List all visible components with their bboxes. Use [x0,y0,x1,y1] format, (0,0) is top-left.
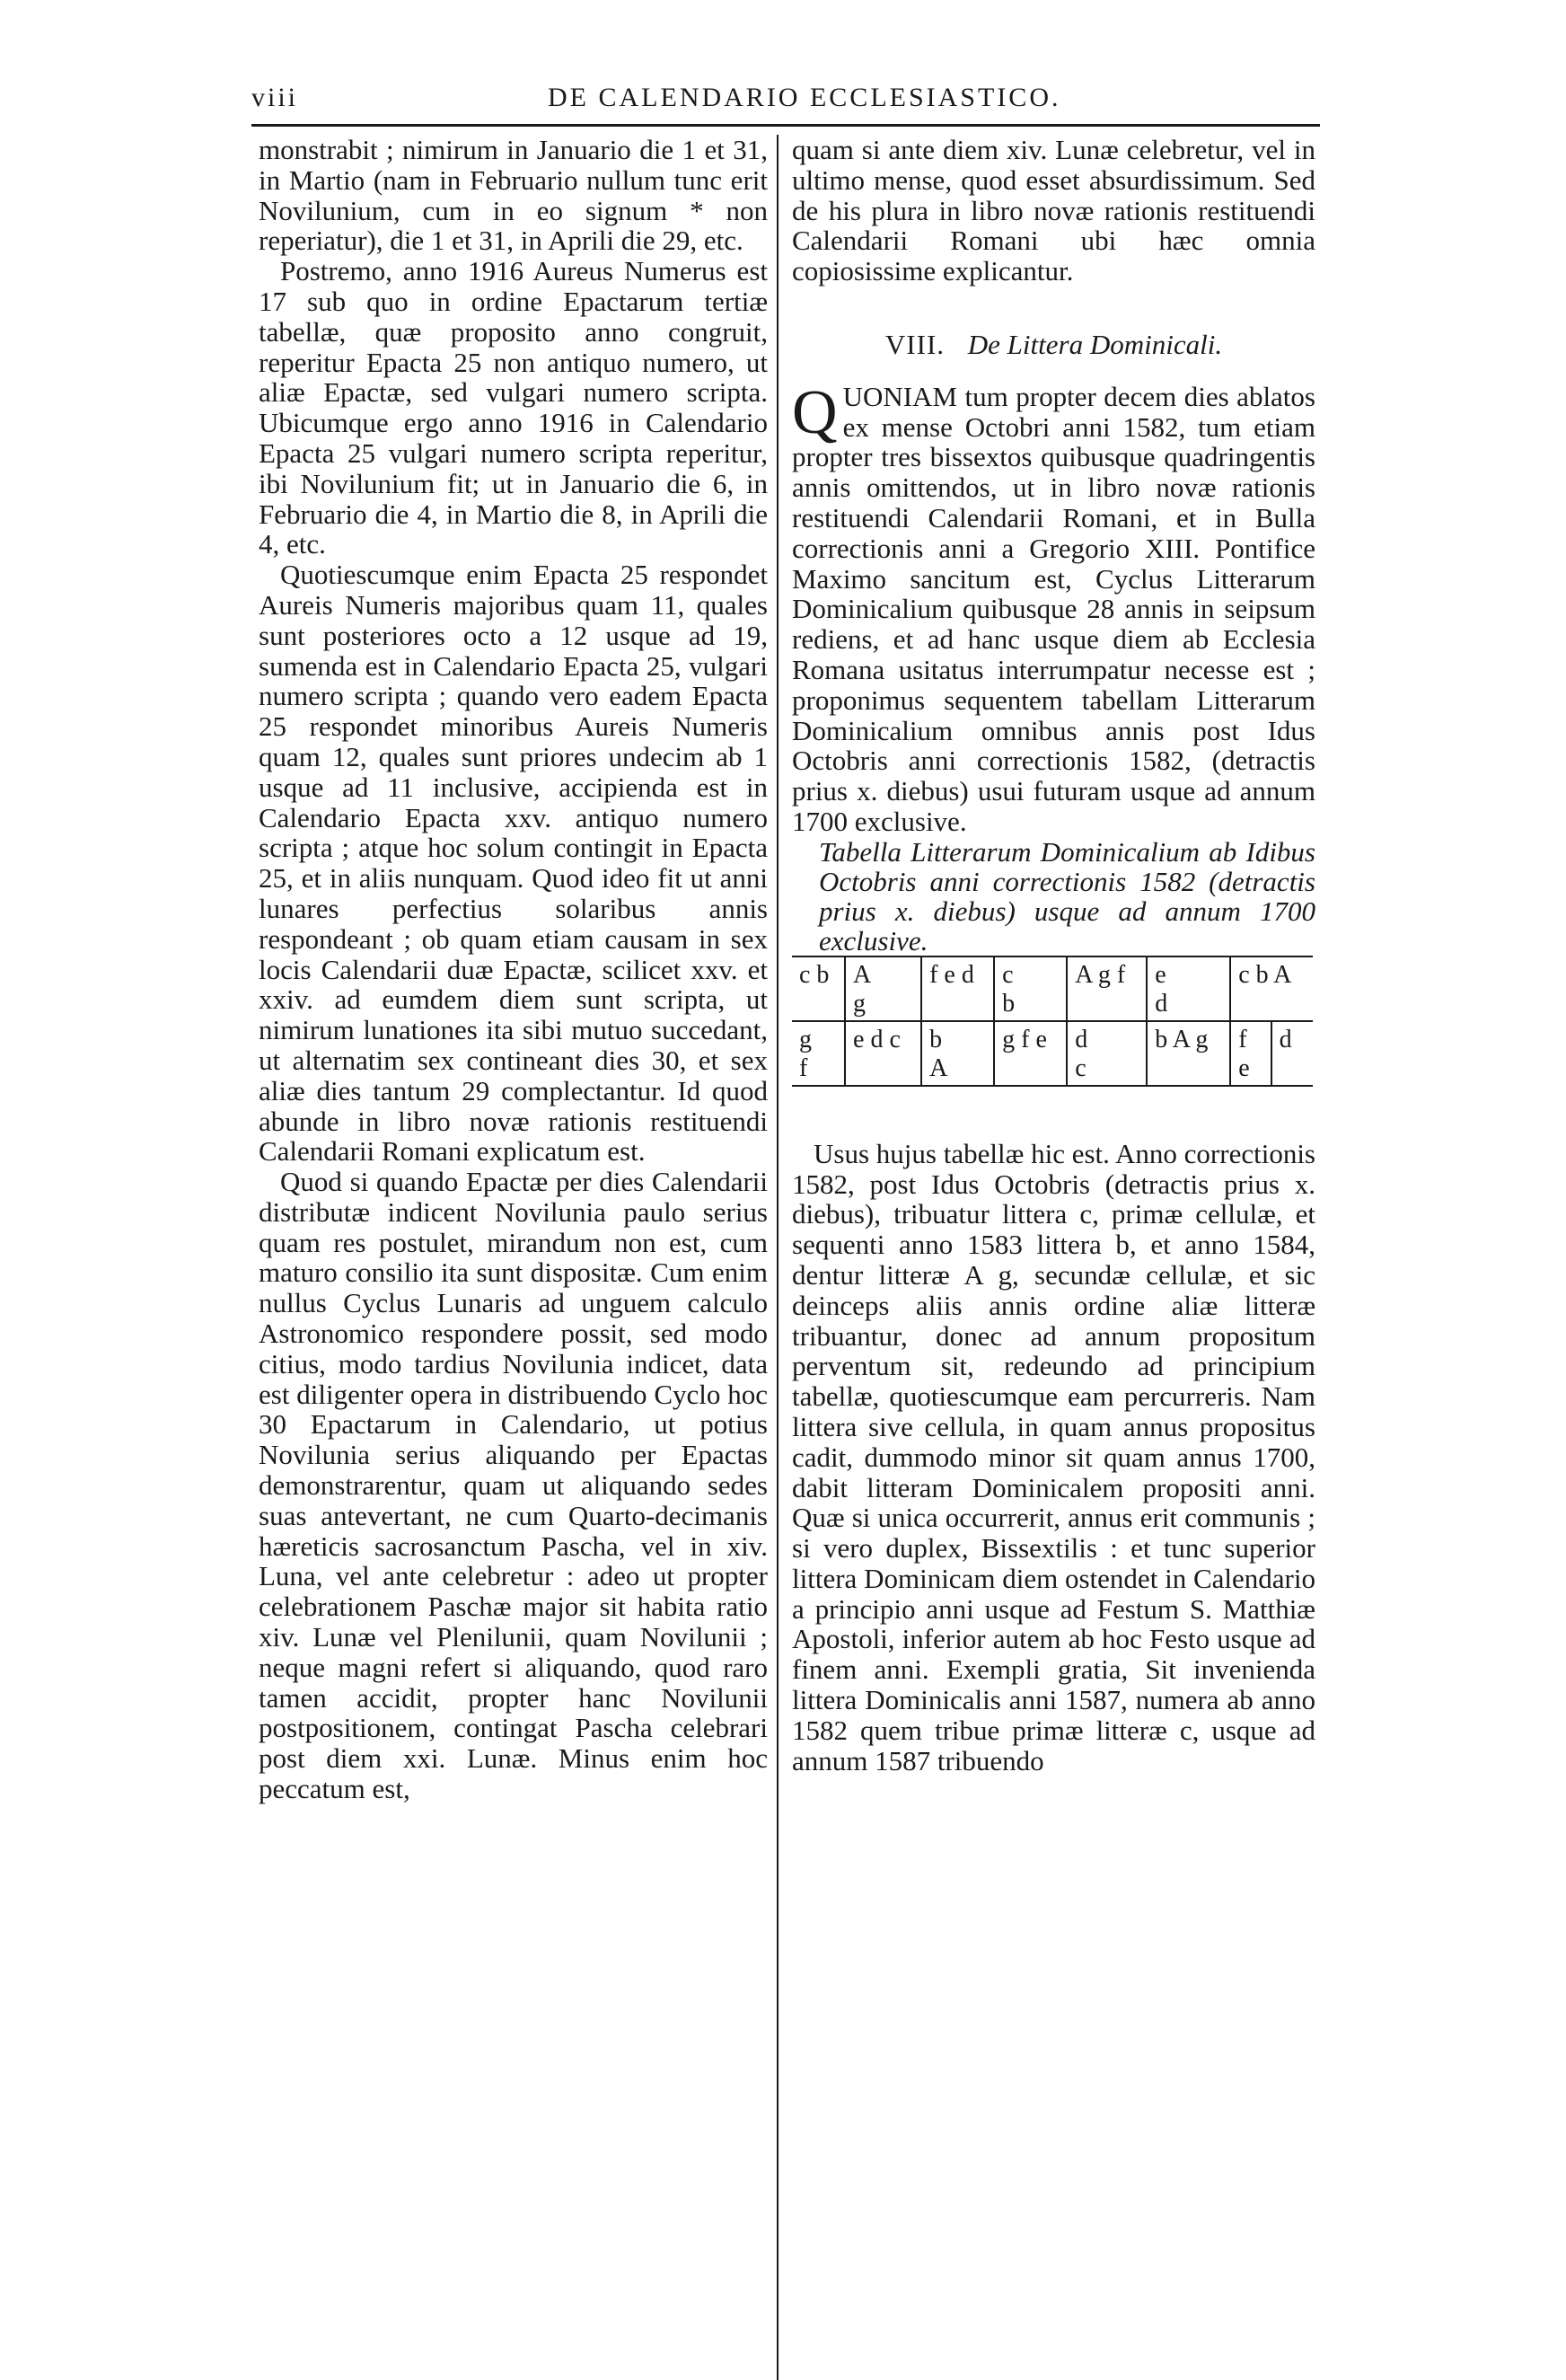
table-row [792,1021,1313,1086]
header-rule [251,124,1320,127]
paragraph [792,377,1315,837]
table-row [792,956,1313,1021]
table-cell: b A g [1147,1021,1230,1086]
table-cell: d c [1067,1021,1147,1086]
running-title: DE CALENDARIO ECCLESIASTICO. [548,83,1061,112]
section-title: De Littera Dominicali. [967,328,1223,360]
table-cell: e d c [845,1021,921,1086]
paragraph: quam si ante diem xiv. Lunæ celebretur, vel in ultimo mense, quod esset absurdissimum. Sed de his plura in libro novæ rationis restituendi Calendarii Romani ubi hæc omnia copiosissime explicantur. [792,134,1315,287]
paragraph: Quotiescumque enim Epacta 25 respondet Aureis Numeris majoribus quam 11, quales sunt posteriores octo a 12 usque ad 19, sumenda est in Calendario Epacta 25, vulgari numero scripta ; quando vero eadem Epacta 25 respondet minoribus Aureis Numeris quam 12, quales sunt priores undecim ab 1 usque ad 11 inclusive, accipienda est in Calendario Epacta xxv. antiquo numero scripta ; atque hoc solum contingit in Epacta 25, et in aliis nunquam. Quod ideo fit ut anni lunares perfectius solaribus annis respondeant ; ob quam etiam causam in sex locis Calendarii duæ Epactæ, scilicet xxv. et xxiv. ad eumdem diem sunt scripta, ut nimirum lunationes ita sibi mutuo succedant, ut alternatim sex contineant dies 30, et sex aliæ dies tantum 29 complectantur. Id quod abunde in libro novæ rationis restituendi Calendarii Romani explicatum est. [259,559,768,1168]
table-cell: f e d [921,956,994,1021]
table-cell: c b [792,956,845,1021]
paragraph: Postremo, anno 1916 Aureus Numerus est 17 sub quo in ordine Epactarum tertiæ tabellæ, quæ proposito anno congruit, reperitur Epacta 25 non antiquo numero, ut aliæ Epactæ, sed vulgari numero scripta. Ubicumque ergo anno 1916 in Calendario Epacta 25 vulgari numero scripta reperitur, ibi Novilunium fit; ut in Januario die 6, in Februario die 4, in Martio die 8, in Aprili die 4, etc. [259,255,768,560]
column-divider [777,135,779,2380]
table-caption: Tabella Litterarum Dominicalium ab Idibus Octobris anni correctionis 1582 (detractis prius x. diebus) usque ad annum 1700 exclusive. [819,835,1315,956]
table-cell: c b [994,956,1067,1021]
table-cell: f e [1230,1021,1271,1086]
table-cell: g f [792,1021,845,1086]
right-column [792,135,1315,1776]
drop-cap: Q [792,377,838,447]
paragraph: Usus hujus tabellæ hic est. Anno correctionis 1582, post Idus Octobris (detractis prius x. diebus), tribuatur littera c, primæ cellulæ, et sequenti anno 1583 littera b, et anno 1584, dentur litteræ A g, secundæ cellulæ, et sic deinceps aliis annis ordine aliæ litteræ tribuantur, donec ad annum propositum perventum sit, redeundo ad principium tabellæ, quotiescumque eam percurreris. Nam littera sive cellula, in quam annus propositus cadit, dummodo minor sit quam annus 1700, dabit litteram Dominicalem propositi anni. Quæ si unica occurrerit, annus erit communis ; si vero duplex, Bissextilis : et tunc superior littera Dominicam diem ostendet in Calendario a principio anni usque ad Festum S. Matthiæ Apostoli, inferior autem ab hoc Festo usque ad finem anni. Exempli gratia, Sit invenienda littera Dominicalis anni 1587, numera ab anno 1582 quem tribue primæ litteræ c, usque ad annum 1587 tribuendo [792,1137,1315,1776]
table-cell: d [1271,1021,1313,1086]
table-cell: g f e [994,1021,1067,1086]
table-cell: c b A [1230,956,1313,1021]
table-cell: A g [845,956,921,1021]
left-column [259,135,768,1804]
paragraph: Quod si quando Epactæ per dies Calendarii distributæ indicent Novilunia paulo serius quam res postulet, mirandum non est, cum maturo consilio ita sunt dispositæ. Cum enim nullus Cyclus Lunaris ad unguem calculo Astronomico respondere possit, sed modo citius, modo tardius Novilunia indicet, data est diligenter opera in distribuendo Cyclo hoc 30 Epactarum in Calendario, ut potius Novilunia serius aliquando per Epactas demonstrarentur, quam ut aliquando sedes suas antevertant, ne cum Quarto-decimanis hæreticis sacrosanctum Pascha, vel in xiv. Luna, vel ante celebretur : adeo ut propter celebrationem Paschæ major sit habita ratio xiv. Lunæ vel Plenilunii, quam Novilunii ; neque magni refert si aliquando, quod raro tamen accidit, propter hanc Novilunii postpositionem, contingat Pascha celebrari post diem xxi. Lunæ. Minus enim hoc peccatum est, [259,1166,768,1805]
table-cell: e d [1147,956,1230,1021]
table-cell: A g f [1067,956,1147,1021]
section-number: VIII. [884,328,946,360]
paragraph-text: UONIAM tum propter decem dies ablatos ex mense Octobri anni 1582, tum etiam propter tres bissextos quibusque quadringentis annis omittendos, ut in libro novæ rationis restituendi Calendarii Romani, et in Bulla correctionis anni a Gregorio XIII. Pontifice Maximo sancitum est, Cyclus Litterarum Dominicalium quibusque 28 annis in seipsum rediens, et ad hanc usque diem ab Ecclesia Romana usitatus interrumpatur necesse est ; proponimus sequentem tabellam Litterarum Dominicalium omnibus annis post Idus Octobris anni correctionis 1582, (detractis prius x. diebus) usui futuram usque ad annum 1700 exclusive. [792,380,1315,837]
dominical-letter-table [792,956,1313,1087]
paragraph: monstrabit ; nimirum in Januario die 1 et 31, in Martio (nam in Februario nullum tunc erit Novilunium, cum in eo signum * non reperiatur), die 1 et 31, in Aprili die 29, etc. [259,134,768,257]
table-cell: b A [921,1021,994,1086]
page-number: viii [251,83,299,112]
section-heading [792,330,1315,360]
